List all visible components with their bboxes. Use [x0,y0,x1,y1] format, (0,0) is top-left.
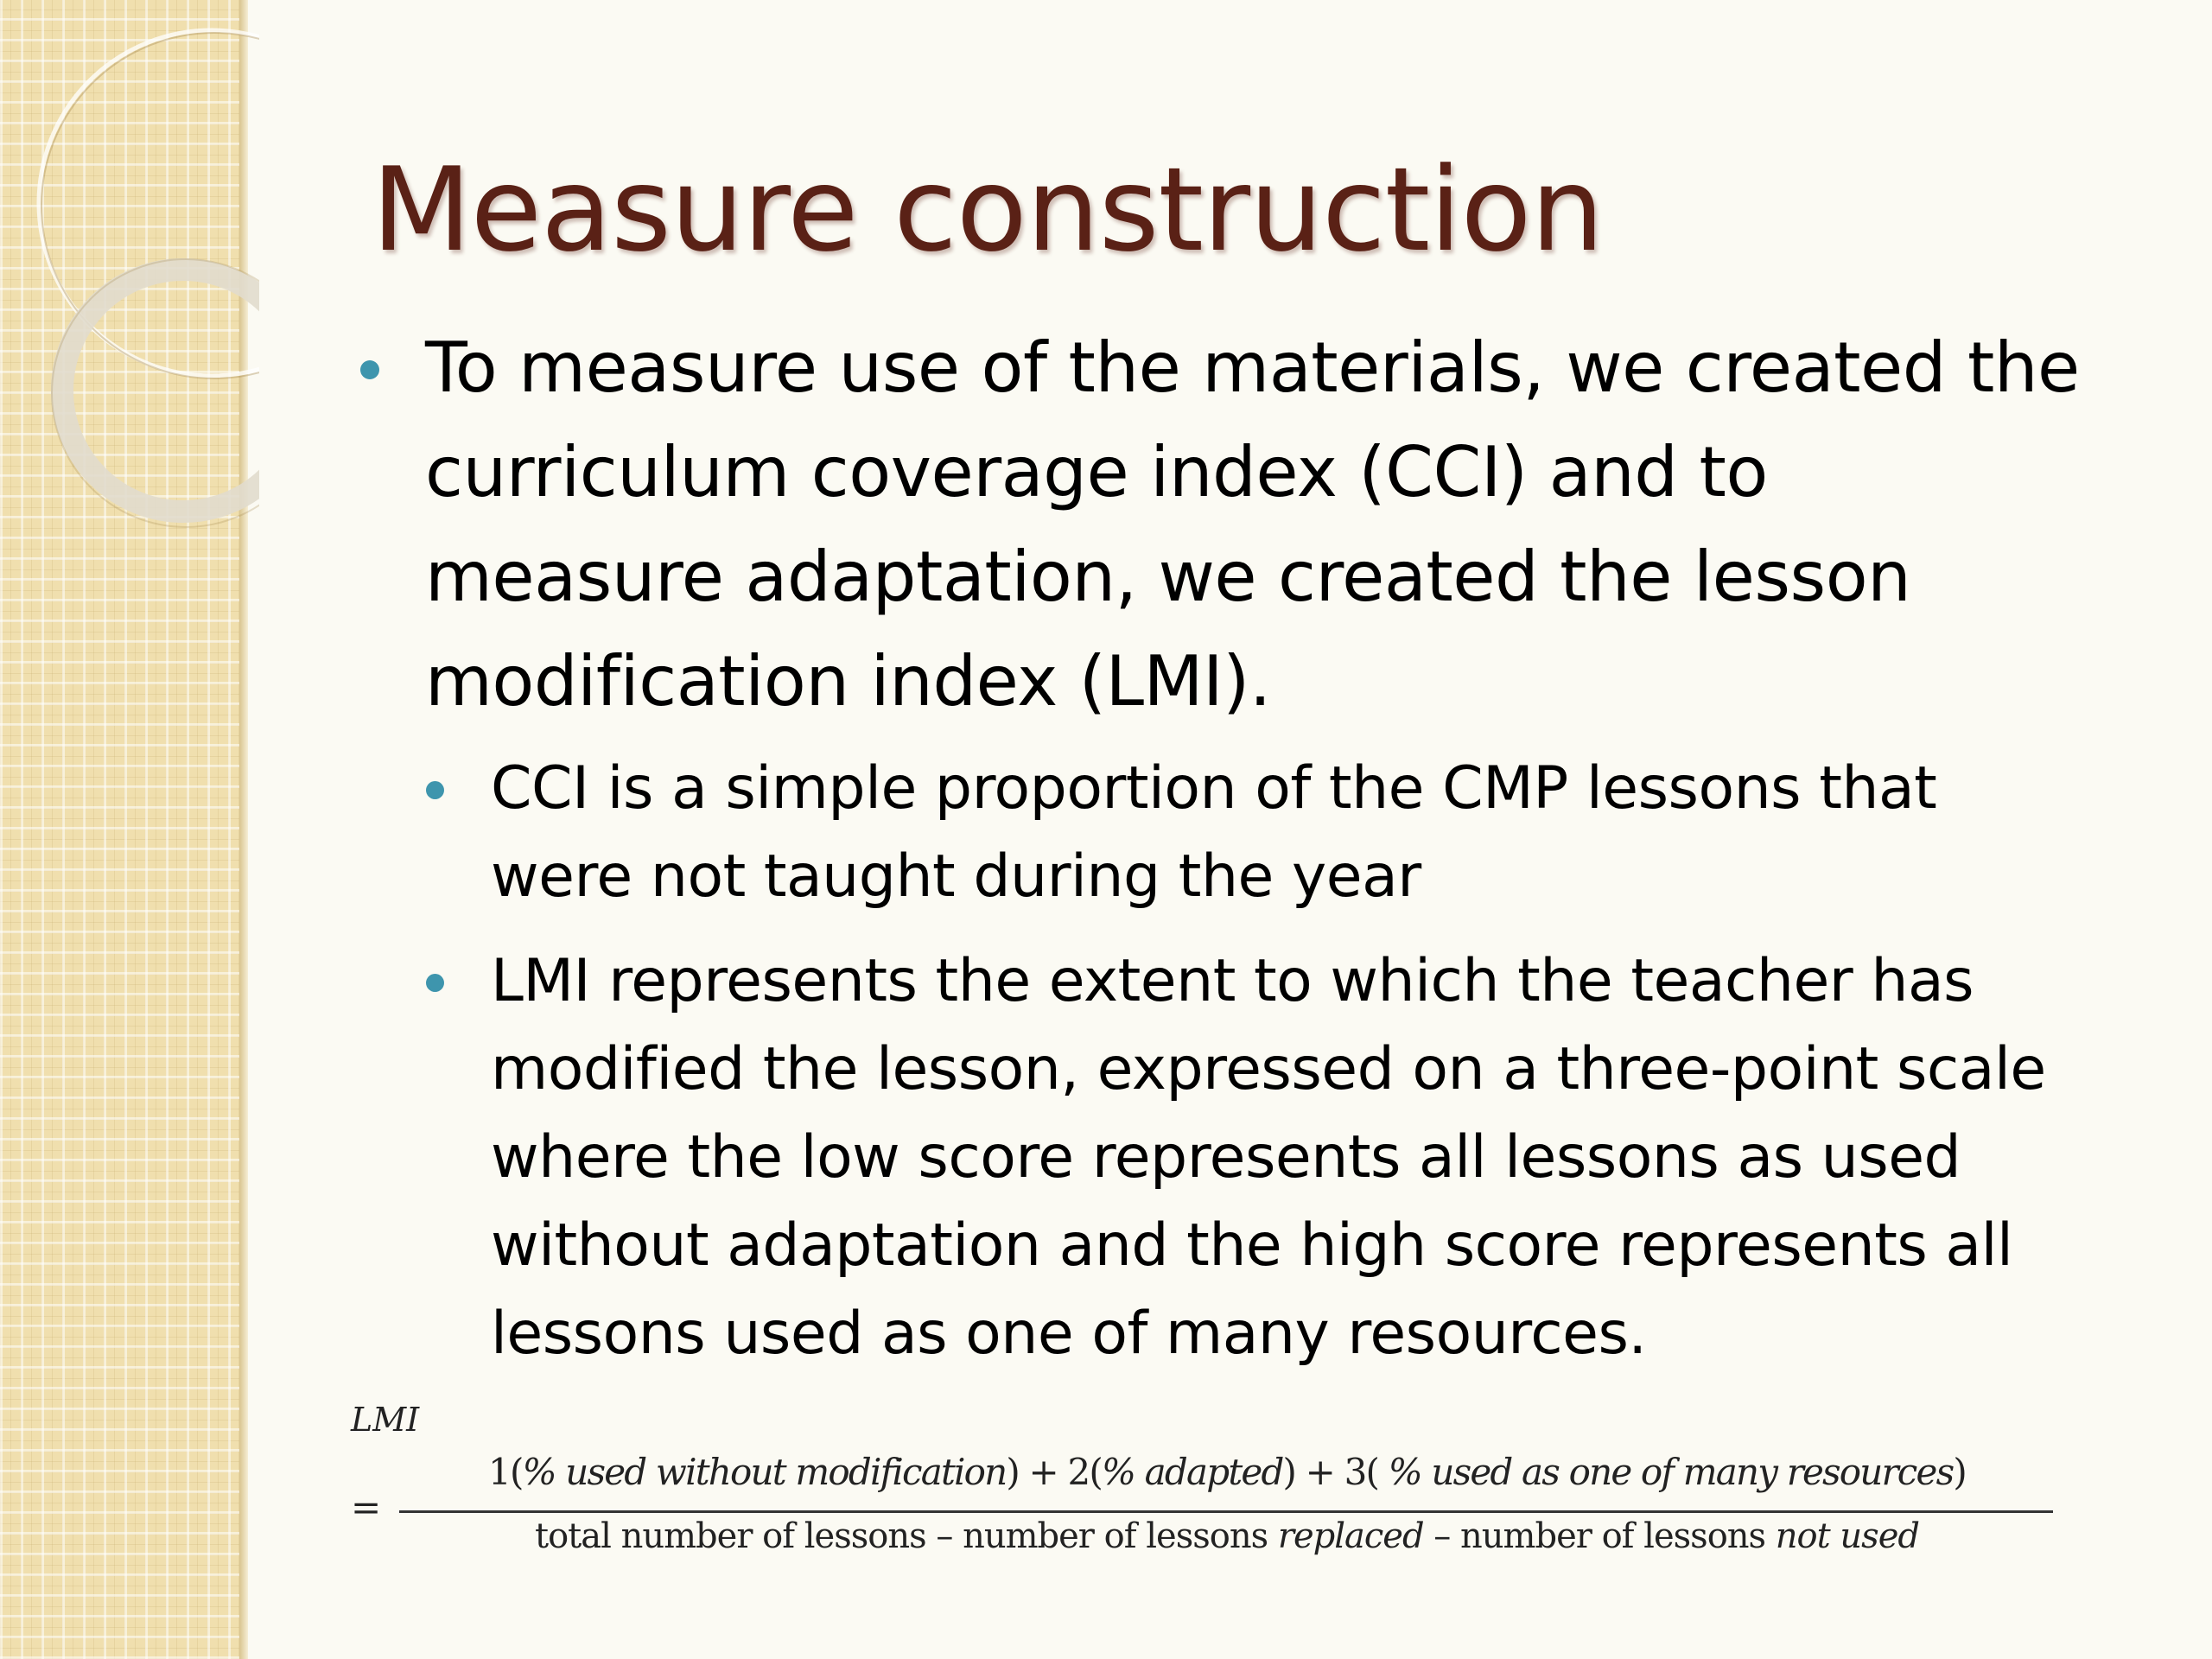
sub-bullet-cci [491,745,1936,921]
sub-bullet-line: where the low score represents all lessons as used [491,1123,1961,1192]
sub-bullet-line: without adaptation and the high score represents all [491,1211,2013,1280]
sub-bullet-line: were not taught during the year [491,842,1421,911]
sub-bullet-line: modified the lesson, expressed on a three-point scale [491,1035,2046,1103]
bullet-dot-icon [426,781,444,799]
sub-bullet-lmi [491,938,2046,1378]
lmi-formula [346,1395,2074,1568]
bullet-line: measure adaptation, we created the lesson [425,537,1911,617]
bullet-line: To measure use of the materials, we created the [425,327,2080,408]
sub-bullet-line: lessons used as one of many resources. [491,1300,1647,1368]
sub-bullet-line: CCI is a simple proportion of the CMP lessons that [491,754,1937,823]
formula-text: ) [1953,1451,1966,1493]
formula-text: – number of lessons [1423,1516,1776,1556]
ring-small-shadow [52,259,259,527]
formula-denominator [397,1516,2056,1556]
formula-text: ) + 2( [1006,1451,1103,1493]
formula-numerator [397,1451,2056,1493]
bullet-dot-icon [426,974,444,992]
slide-title: Measure construction [372,143,1604,277]
formula-term: % adapted [1102,1451,1283,1493]
formula-term: replaced [1277,1516,1424,1556]
ring-small [62,270,259,512]
formula-equals-sign: = [351,1486,382,1529]
formula-term: not used [1775,1516,1919,1556]
bullet-line: modification index (LMI). [425,641,1271,721]
formula-term: % used as one of many resources [1388,1451,1954,1493]
bullet-main [425,315,2080,734]
formula-text: ) + 3( [1282,1451,1389,1493]
formula-lhs: LMI [351,1401,420,1439]
bullet-line: curriculum coverage index (CCI) and to [425,432,1768,512]
fraction-bar [399,1510,2053,1513]
formula-term: % used without modification [522,1451,1007,1493]
sub-bullet-line: LMI represents the extent to which the teacher has [491,947,1974,1015]
decorative-rings [0,0,259,553]
bullet-dot-icon [360,360,379,379]
formula-text: 1( [488,1451,523,1493]
formula-text: total number of lessons – number of lessons [535,1516,1278,1556]
